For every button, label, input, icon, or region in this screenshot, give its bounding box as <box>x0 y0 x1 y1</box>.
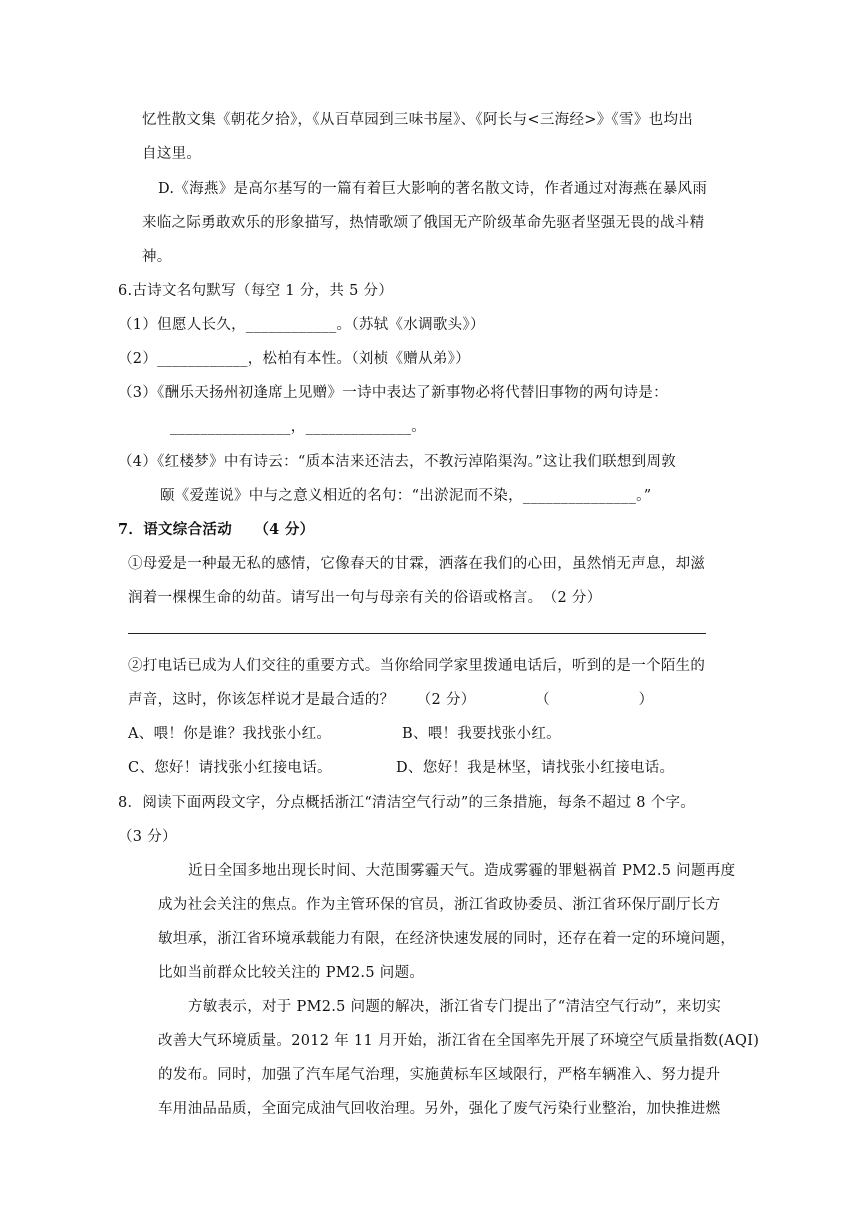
choice-a: A、喂！你是谁？我找张小红。 <box>128 726 332 742</box>
question-7-part-2-cont: 声音，这时，你该怎样说才是最合适的？ （2 分） （ ） <box>128 692 654 708</box>
passage-line: 成为社会关注的焦点。作为主管环保的官员，浙江省政协委员、浙江省环保厅副厅长方 <box>158 897 721 913</box>
question-8-points: （3 分） <box>118 829 177 845</box>
choice-d: D、您好！我是林坚，请找张小红接电话。 <box>396 760 675 776</box>
passage-line: 的发布。同时，加强了汽车尾气治理，实施黄标车区域限行，严格车辆准入、努力提升 <box>158 1067 721 1083</box>
option-d-line: D.《海燕》是高尔基写的一篇有着巨大影响的著名散文诗，作者通过对海燕在暴风雨 <box>158 181 708 197</box>
choice-b: B、喂！我要找张小红。 <box>402 726 561 742</box>
passage-line: 改善大气环境质量。2012 年 11 月开始，浙江省在全国率先开展了环境空气质量指数(AQI) <box>158 1033 760 1049</box>
passage-paragraph-2: 方敏表示，对于 PM2.5 问题的解决，浙江省专门提出了“清洁空气行动”，来切实 <box>188 999 722 1015</box>
passage-line: 比如当前群众比较关注的 PM2.5 问题。 <box>158 965 425 981</box>
question-8-heading: 8．阅读下面两段文字，分点概括浙江“清洁空气行动”的三条措施，每条不超过 8 个字。 <box>118 795 696 811</box>
passage-line: 敏坦承，浙江省环境承载能力有限，在经济快速发展的同时，还存在着一定的环境问题， <box>158 931 736 947</box>
answer-line <box>128 633 706 634</box>
text-line: 来临之际勇敢欢乐的形象描写，热情歌颂了俄国无产阶级革命先驱者坚强无畏的战斗精 <box>142 215 705 231</box>
question-7-part-1-cont: 润着一棵棵生命的幼苗。请写出一句与母亲有关的俗语或格言。 （2 分） <box>128 590 602 606</box>
question-7-part-2: ②打电话已成为人们交往的重要方式。当你给同学家里拨通电话后，听到的是一个陌生的 <box>128 658 706 674</box>
question-6-item-2: （2）____________，松柏有本性。（刘桢《赠从弟》） <box>118 351 471 367</box>
choice-c: C、您好！请找张小红接电话。 <box>128 760 332 776</box>
text-line: 自这里。 <box>142 146 202 162</box>
question-6-item-3-blanks: ________________，______________。 <box>170 419 427 435</box>
question-6-item-1: （1）但愿人长久，____________。（苏轼《水调歌头》） <box>118 317 485 333</box>
question-6-item-4-cont: 颐《爱莲说》中与之意义相近的名句：“出淤泥而不染，_______________。” <box>160 488 652 504</box>
text-line: 神。 <box>142 249 172 265</box>
question-6-item-4: （4）《红楼梦》中有诗云：“质本洁来还洁去，不教污淖陷渠沟。”这让我们联想到周敦 <box>118 454 677 470</box>
question-7-part-1: ①母爱是一种最无私的感情，它像春天的甘霖，洒落在我们的心田，虽然悄无声息，却滋 <box>128 556 706 572</box>
passage-line: 车用油品品质，全面完成油气回收治理。另外，强化了废气污染行业整治，加快推进燃 <box>158 1101 721 1117</box>
passage-paragraph-1: 近日全国多地出现长时间、大范围雾霾天气。造成雾霾的罪魁祸首 PM2.5 问题再度 <box>188 863 736 879</box>
question-6-item-3: （3）《酬乐天扬州初逢席上见赠》一诗中表达了新事物必将代替旧事物的两句诗是： <box>118 385 668 401</box>
text-line: 忆性散文集《朝花夕拾》，《从百草园到三味书屋》、《阿长与<三海经>》《雪》也均出 <box>142 112 694 128</box>
question-7-heading: 7．语文综合活动 （4 分） <box>118 521 315 538</box>
question-6-heading: 6.古诗文名句默写（每空 1 分，共 5 分） <box>118 283 394 299</box>
